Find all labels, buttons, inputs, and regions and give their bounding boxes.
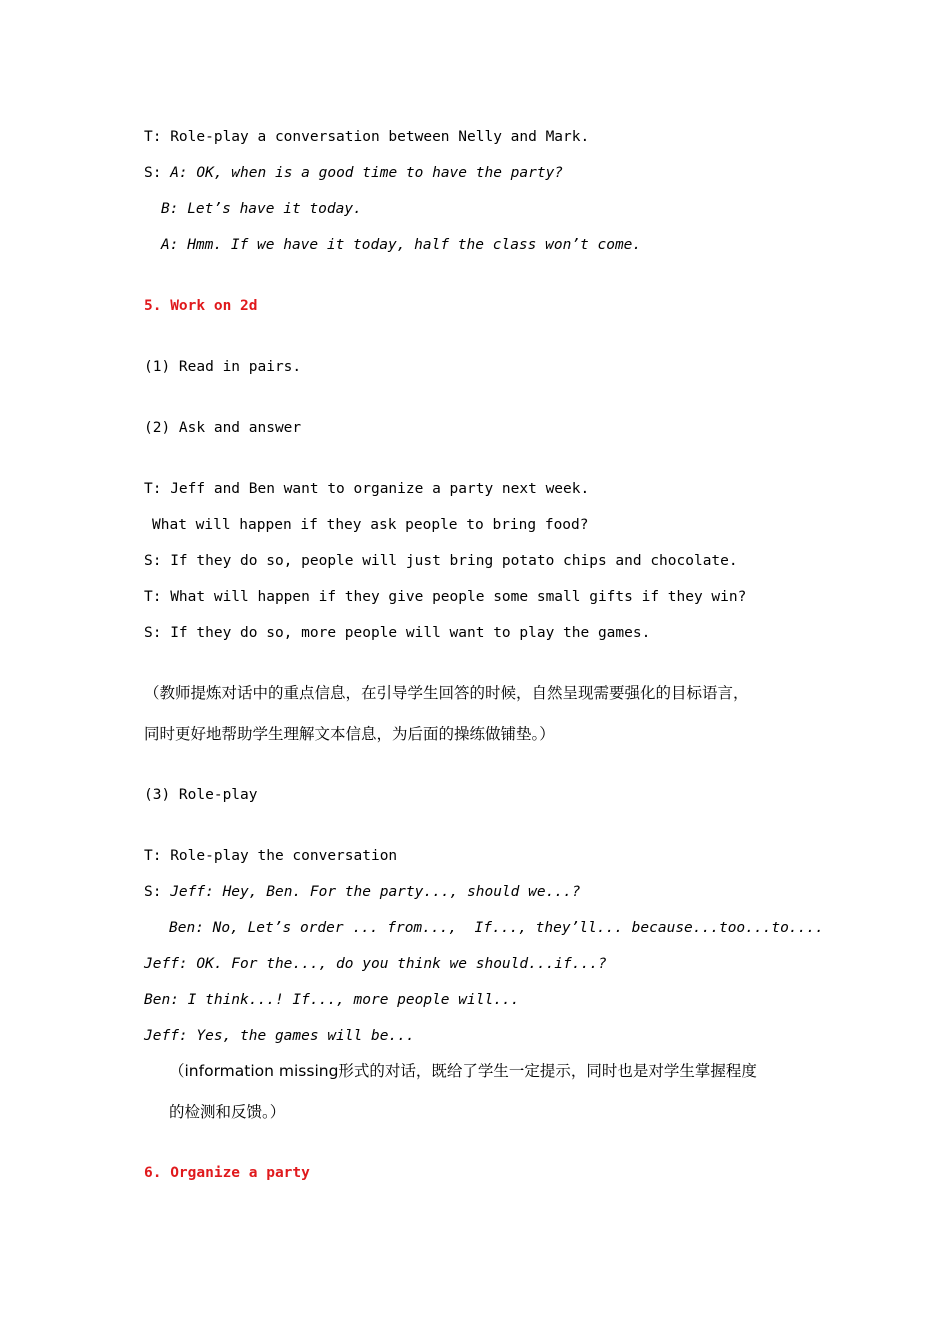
student-answer-2: S: If they do so, more people will want to play the games. bbox=[144, 625, 651, 641]
dialogue-text: Jeff: Hey, Ben. For the party..., should we...? bbox=[170, 884, 581, 900]
student-answer-1: S: If they do so, people will just bring potato chips and chocolate. bbox=[144, 553, 738, 569]
student-dialogue-line-a1 bbox=[144, 163, 563, 183]
student-dialogue-jeff-2: Jeff: OK. For the..., do you think we should...if...? bbox=[144, 956, 607, 972]
student-dialogue-line-b1: B: Let’s have it today. bbox=[161, 201, 362, 217]
student-dialogue-jeff-3: Jeff: Yes, the games will be... bbox=[144, 1028, 415, 1044]
step-ask-and-answer: (2) Ask and answer bbox=[144, 420, 302, 436]
speaker-prefix: S: bbox=[144, 165, 171, 181]
section-heading-5: 5. Work on 2d bbox=[144, 298, 258, 314]
speaker-prefix: S: bbox=[144, 884, 171, 900]
teacher-question-1: T: Jeff and Ben want to organize a party next week. bbox=[144, 481, 590, 497]
teacher-instruction-roleplay: T: Role-play a conversation between Nelly and Mark. bbox=[144, 129, 590, 145]
step-role-play: (3) Role-play bbox=[144, 787, 258, 803]
teacher-instruction-conversation: T: Role-play the conversation bbox=[144, 848, 398, 864]
teacher-question-1b: What will happen if they ask people to bring food? bbox=[152, 517, 589, 533]
dialogue-text: A: OK, when is a good time to have the party? bbox=[170, 165, 564, 181]
teacher-note-1-line-1: （教师提炼对话中的重点信息，在引导学生回答的时候，自然呈现需要强化的目标语言， bbox=[144, 684, 749, 702]
teacher-note-2-line-2: 的检测和反馈。） bbox=[169, 1103, 286, 1121]
student-dialogue-ben-1: Ben: No, Let’s order ... from..., If..., they’ll... because...too...to.... bbox=[169, 920, 824, 936]
teacher-note-2-line-1: （information missing形式的对话，既给了学生一定提示，同时也是对学生掌握程度 bbox=[169, 1062, 757, 1080]
step-read-in-pairs: (1) Read in pairs. bbox=[144, 359, 302, 375]
student-dialogue-jeff-1 bbox=[144, 882, 581, 902]
student-dialogue-ben-2: Ben: I think...! If..., more people will... bbox=[144, 992, 520, 1008]
section-heading-6: 6. Organize a party bbox=[144, 1165, 310, 1181]
student-dialogue-line-a2: A: Hmm. If we have it today, half the class won’t come. bbox=[161, 237, 642, 253]
teacher-note-1-line-2: 同时更好地帮助学生理解文本信息，为后面的操练做铺垫。） bbox=[144, 725, 555, 743]
teacher-question-2: T: What will happen if they give people some small gifts if they win? bbox=[144, 589, 747, 605]
